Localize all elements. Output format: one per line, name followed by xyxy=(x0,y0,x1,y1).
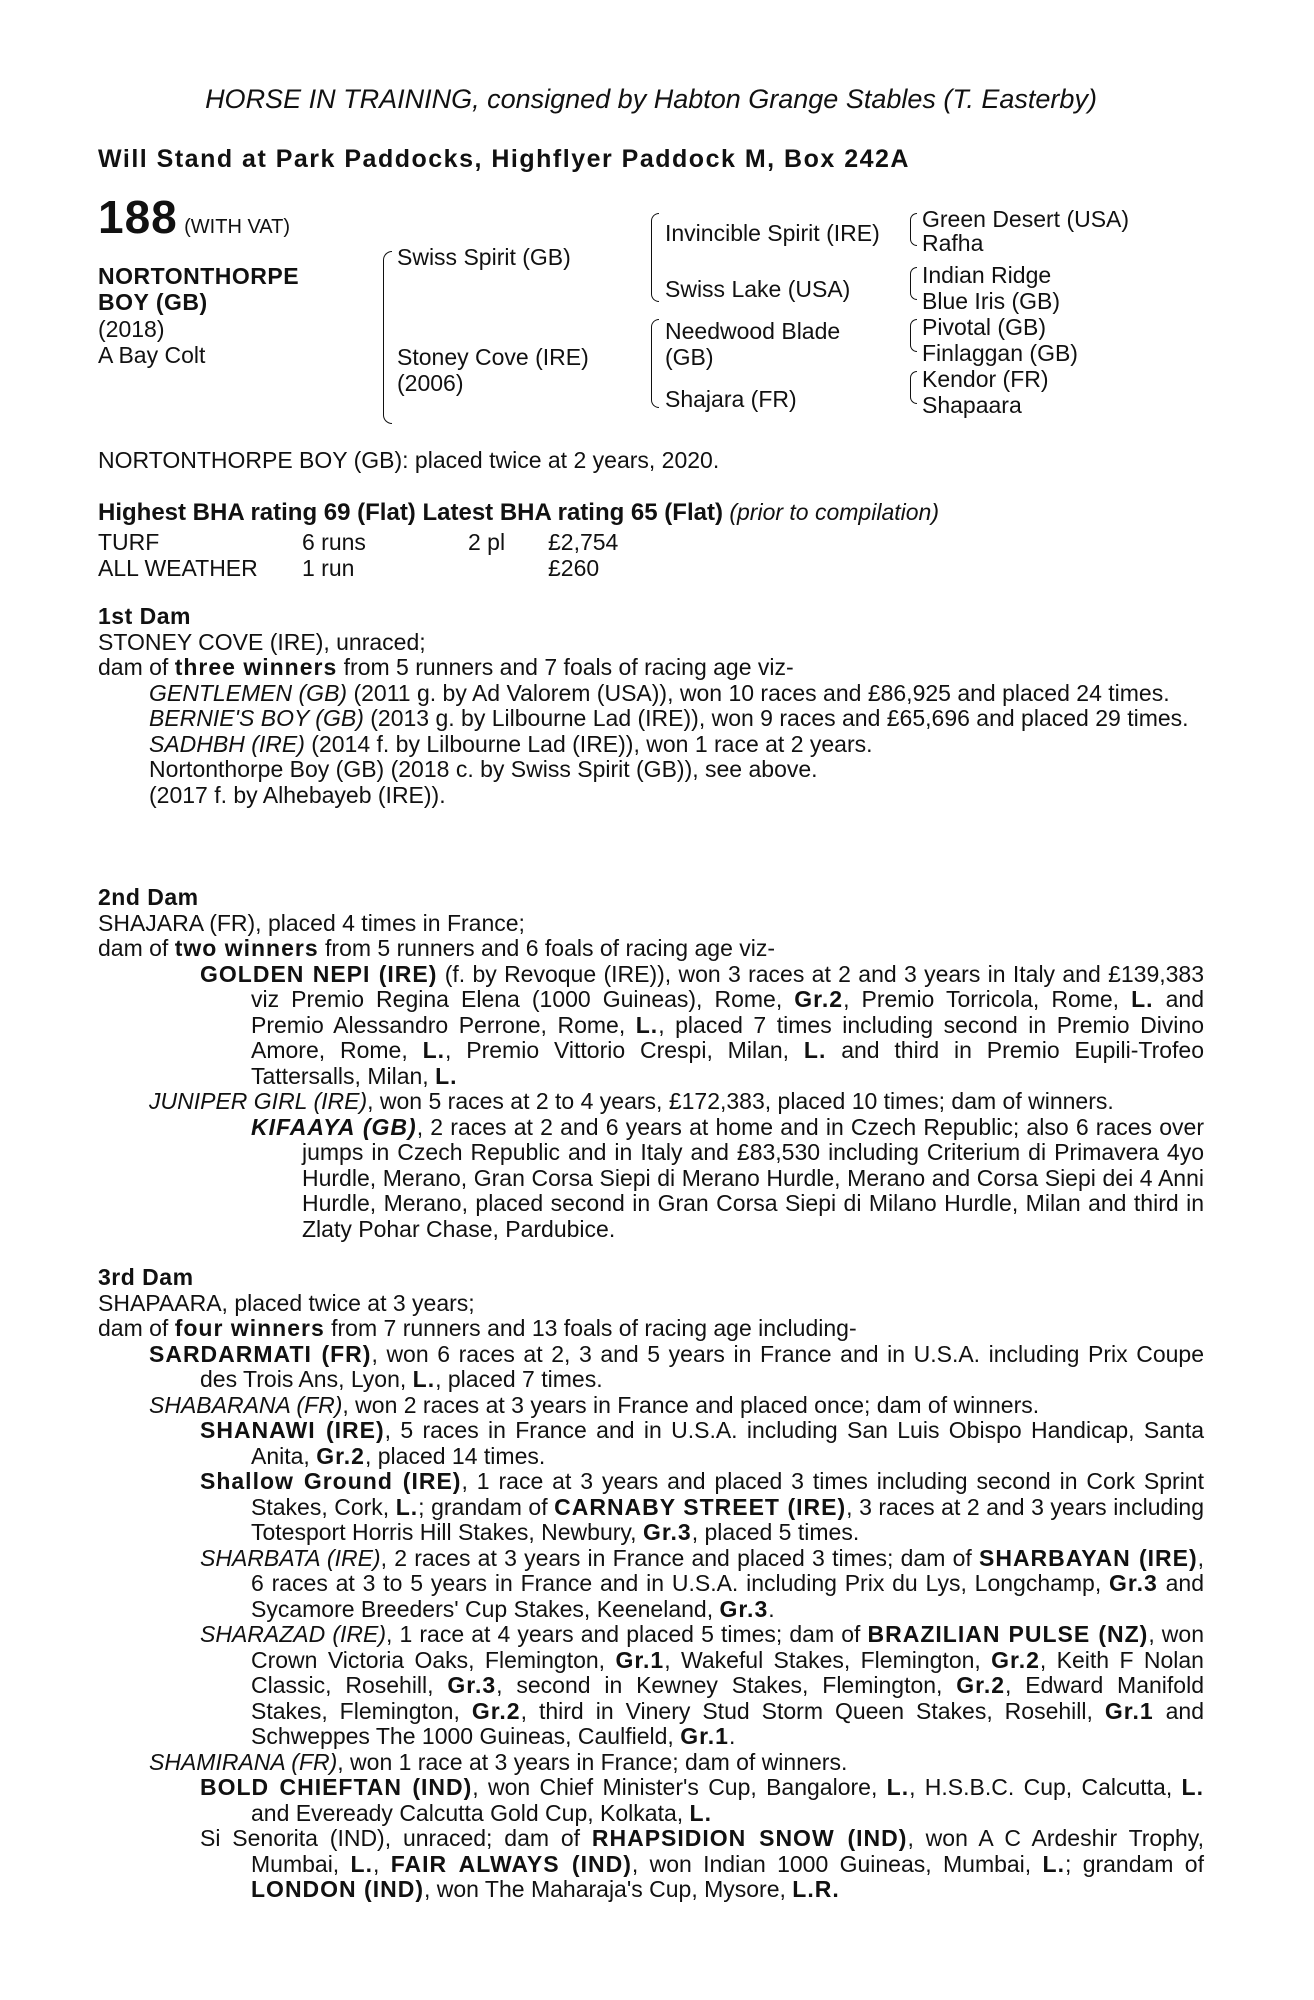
runs-prize: £2,754 xyxy=(548,529,619,555)
lot-number: 188 xyxy=(98,191,178,243)
progeny-entry: SHAMIRANA (FR), won 1 race at 3 years in France; dam of winners. xyxy=(149,1748,848,1775)
runs-count: 1 run xyxy=(302,554,355,581)
consignor-header: HORSE IN TRAINING, consigned by Habton Grange Stables (T. Easterby) xyxy=(205,84,1097,114)
second-dam-section xyxy=(98,885,1204,1242)
dam-year: (2006) xyxy=(397,370,464,396)
section-heading: 2nd Dam xyxy=(98,884,199,910)
brace-g6 xyxy=(910,335,917,352)
gen3-8: Shapaara xyxy=(922,392,1022,418)
bha-rating-text: Highest BHA rating 69 (Flat) Latest BHA rating 65 (Flat) xyxy=(98,499,723,526)
runs-placed: 2 pl xyxy=(468,529,506,555)
brace-dam-sire xyxy=(651,319,659,364)
dam-intro: SHAJARA (FR), placed 4 times in France; xyxy=(98,909,525,936)
progeny-entry: GOLDEN NEPI (IRE) (f. by Revoque (IRE)), won 3 races at 2 and 3 years in Italy and £139,383 viz Premio Regina Elena (1000 Guineas), Rome, Gr.2, Premio Torricola, Rome, L. and Premio Alessandro Perrone, Rome, L., placed 7 times including second in Premio Divino Amore, Rome, L., Premio Vittorio Crespi, Milan, L. and third in Premio Eupili-Trofeo Tattersalls, Milan, L. xyxy=(200,960,1205,1089)
gen3-6: Finlaggan (GB) xyxy=(922,340,1078,366)
progeny-entry: SHARBATA (IRE), 2 races at 3 years in France and placed 3 times; dam of SHARBAYAN (IRE), 6 races at 3 to 5 years in France and in U.S.A. including Prix du Lys, Longchamp, Gr.3 and Sycamore Breeders' Cup Stakes, Keeneland, Gr.3. xyxy=(200,1544,1204,1622)
progeny-entry: SHABARANA (FR), won 2 races at 3 years in France and placed once; dam of winners. xyxy=(149,1391,1040,1418)
brace-g3 xyxy=(910,267,917,284)
sire-dam: Swiss Lake (USA) xyxy=(665,276,851,302)
horse-description: A Bay Colt xyxy=(98,342,206,368)
brace-g5 xyxy=(910,319,917,336)
dam: Stoney Cove (IRE) xyxy=(397,344,589,370)
race-summary: NORTONTHORPE BOY (GB): placed twice at 2 years, 2020. xyxy=(98,447,720,473)
progeny-entry: JUNIPER GIRL (IRE), won 5 races at 2 to 4 years, £172,383, placed 10 times; dam of winners. xyxy=(149,1088,1114,1114)
runs-surface: TURF xyxy=(98,529,160,555)
brace-sire xyxy=(383,251,392,338)
progeny-entry: Si Senorita (IND), unraced; dam of RHAPSIDION SNOW (IND), won A C Ardeshir Trophy, Mumbai, L., FAIR ALWAYS (IND), won Indian 1000 Guineas, Mumbai, L.; grandam of LONDON (IND), won The Maharaja's Cup, Mysore, L.R. xyxy=(200,1825,1204,1902)
section-heading: 3rd Dam xyxy=(98,1264,194,1290)
gen3-1: Green Desert (USA) xyxy=(922,206,1130,232)
runs-surface: ALL WEATHER xyxy=(98,554,258,581)
progeny-entry: SHARAZAD (IRE), 1 race at 4 years and placed 5 times; dam of BRAZILIAN PULSE (NZ), won Crown Victoria Oaks, Flemington, Gr.1, Wakeful Stakes, Flemington, Gr.2, Keith F Nolan Classic, Rosehill, Gr.3, second in Kewney Stakes, Flemington, Gr.2, Edward Manifold Stakes, Flemington, Gr.2, third in Vinery Stud Storm Queen Stakes, Rosehill, Gr.1 and Schweppes The 1000 Guineas, Caulfield, Gr.1. xyxy=(200,1621,1204,1749)
progeny-entry: GENTLEMEN (GB) (2011 g. by Ad Valorem (USA)), won 10 races and £86,925 and placed 24 times. xyxy=(149,679,1170,706)
vat-label: (WITH VAT) xyxy=(184,216,291,238)
sire-sire: Invincible Spirit (IRE) xyxy=(665,220,880,246)
runs-prize: £260 xyxy=(548,554,600,581)
lot-number-line xyxy=(98,191,291,243)
brace-g7 xyxy=(910,371,917,388)
third-dam-section xyxy=(98,1265,1204,1903)
brace-g1 xyxy=(910,213,917,230)
dam-dam: Shajara (FR) xyxy=(665,386,797,412)
brace-g4 xyxy=(910,283,917,300)
gen3-3: Indian Ridge xyxy=(922,262,1052,288)
progeny-entry: Shallow Ground (IRE), 1 race at 3 years and placed 3 times including second in Cork Sprint Stakes, Cork, L.; grandam of CARNABY STREET (IRE), 3 races at 2 and 3 years including Totesport Horris Hill Stakes, Newbury, Gr.3, placed 5 times. xyxy=(200,1468,1204,1545)
brace-dam-dam xyxy=(651,363,659,408)
progeny-entry: SADHBH (IRE) (2014 f. by Lilbourne Lad (IRE)), won 1 race at 2 years. xyxy=(149,730,873,757)
stand-location: Will Stand at Park Paddocks, Highflyer Paddock M, Box 242A xyxy=(98,145,910,173)
progeny-entry: Nortonthorpe Boy (GB) (2018 c. by Swiss Spirit (GB)), see above. xyxy=(149,756,818,782)
bha-rating xyxy=(98,500,939,526)
runs-count: 6 runs xyxy=(302,529,366,555)
progeny-entry: (2017 f. by Alhebayeb (IRE)). xyxy=(149,781,446,808)
progeny-entry: KIFAAYA (GB), 2 races at 2 and 6 years at home and in Czech Republic; also 6 races over jumps in Czech Republic and in Italy and £83,530 including Criterium di Primavera 4yo Hurdle, Merano, Gran Corsa Siepi di Merano Hurdle, Merano and Corsa Siepi dei 4 Anni Hurdle, Merano, placed second in Gran Corsa Siepi di Milano Hurdle, Milan and third in Zlaty Pohar Chase, Pardubice. xyxy=(251,1113,1204,1242)
progeny-entry: BOLD CHIEFTAN (IND), won Chief Minister's Cup, Bangalore, L., H.S.B.C. Cup, Calcutta, L. and Eveready Calcutta Gold Cup, Kolkata, L. xyxy=(200,1774,1204,1826)
brace-dam xyxy=(383,337,392,424)
horse-name-line2: BOY (GB) xyxy=(98,289,208,315)
dam-sire-l1: Needwood Blade xyxy=(665,318,841,344)
dam-sire-l2: (GB) xyxy=(665,344,714,370)
section-heading: 1st Dam xyxy=(98,603,191,629)
dam-intro: SHAPAARA, placed twice at 3 years; xyxy=(98,1289,475,1316)
first-dam-section xyxy=(98,604,1204,808)
brace-sire-dam xyxy=(651,257,659,302)
brace-sire-sire xyxy=(651,213,659,258)
pedigree-block xyxy=(98,191,1204,430)
foaling-year: (2018) xyxy=(98,316,165,342)
brace-g8 xyxy=(910,387,917,404)
gen3-7: Kendor (FR) xyxy=(922,366,1049,392)
dam-of-line: dam of two winners from 5 runners and 6 foals of racing age viz- xyxy=(98,935,776,961)
horse-name-line1: NORTONTHORPE xyxy=(98,263,300,289)
dam-of-line: dam of four winners from 7 runners and 13 foals of racing age including- xyxy=(98,1315,857,1341)
sire: Swiss Spirit (GB) xyxy=(397,244,571,270)
gen3-5: Pivotal (GB) xyxy=(922,314,1046,340)
dam-intro: STONEY COVE (IRE), unraced; xyxy=(98,628,426,655)
progeny-entry: SHANAWI (IRE), 5 races in France and in U.S.A. including San Luis Obispo Handicap, Santa Anita, Gr.2, placed 14 times. xyxy=(200,1417,1204,1469)
bha-rating-note: (prior to compilation) xyxy=(729,499,939,525)
dam-of-line: dam of three winners from 5 runners and 7 foals of racing age viz- xyxy=(98,654,794,680)
brace-g2 xyxy=(910,229,917,246)
gen3-2: Rafha xyxy=(922,230,984,256)
progeny-entry: BERNIE'S BOY (GB) (2013 g. by Lilbourne Lad (IRE)), won 9 races and £65,696 and placed 29 times. xyxy=(149,705,1189,731)
gen3-4: Blue Iris (GB) xyxy=(922,288,1061,314)
progeny-entry: SARDARMATI (FR), won 6 races at 2, 3 and 5 years in France and in U.S.A. including Prix Coupe des Trois Ans, Lyon, L., placed 7 times. xyxy=(149,1340,1204,1392)
